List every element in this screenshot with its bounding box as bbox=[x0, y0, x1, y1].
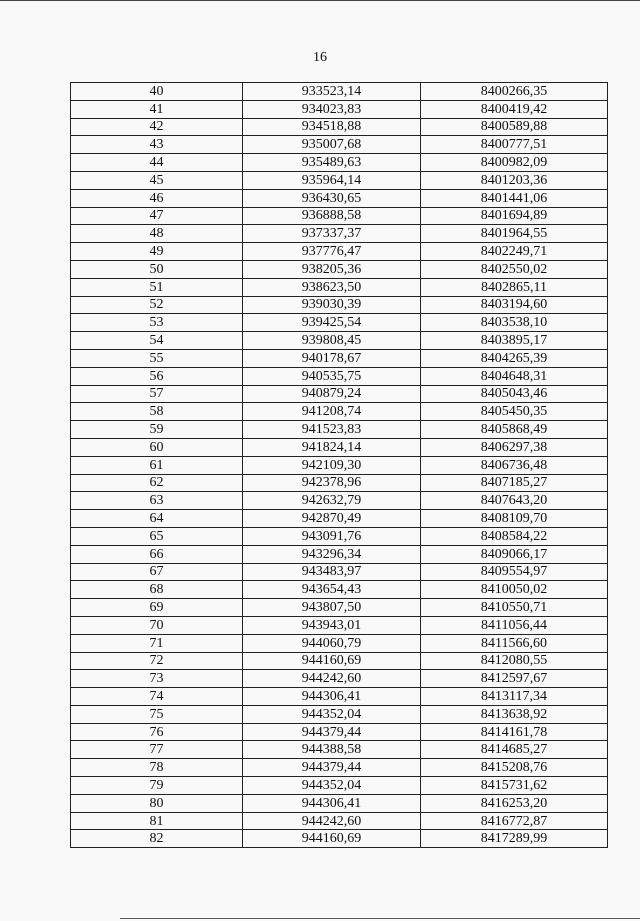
coordinate-x-cell: 940178,67 bbox=[243, 349, 421, 367]
table-row bbox=[71, 652, 608, 670]
coordinate-y-cell: 8403538,10 bbox=[421, 314, 608, 332]
point-number-cell: 51 bbox=[71, 278, 243, 296]
point-number-cell: 64 bbox=[71, 510, 243, 528]
coordinate-x-cell: 944388,58 bbox=[243, 741, 421, 759]
coordinate-x-cell: 940535,75 bbox=[243, 367, 421, 385]
table-row bbox=[71, 705, 608, 723]
coordinate-y-cell: 8409066,17 bbox=[421, 545, 608, 563]
table-row bbox=[71, 634, 608, 652]
point-number-cell: 73 bbox=[71, 670, 243, 688]
coordinate-x-cell: 942632,79 bbox=[243, 492, 421, 510]
coordinate-x-cell: 943091,76 bbox=[243, 527, 421, 545]
coordinate-y-cell: 8413638,92 bbox=[421, 705, 608, 723]
table-row bbox=[71, 367, 608, 385]
table-row bbox=[71, 581, 608, 599]
table-row bbox=[71, 225, 608, 243]
coordinates-table bbox=[70, 82, 608, 848]
coordinate-x-cell: 944242,60 bbox=[243, 812, 421, 830]
coordinate-x-cell: 934518,88 bbox=[243, 118, 421, 136]
point-number-cell: 46 bbox=[71, 189, 243, 207]
point-number-cell: 57 bbox=[71, 385, 243, 403]
point-number-cell: 80 bbox=[71, 794, 243, 812]
coordinate-y-cell: 8416772,87 bbox=[421, 812, 608, 830]
table-row bbox=[71, 118, 608, 136]
coordinate-y-cell: 8417289,99 bbox=[421, 830, 608, 848]
coordinate-x-cell: 935489,63 bbox=[243, 154, 421, 172]
point-number-cell: 78 bbox=[71, 759, 243, 777]
table-row bbox=[71, 171, 608, 189]
coordinate-y-cell: 8408109,70 bbox=[421, 510, 608, 528]
point-number-cell: 41 bbox=[71, 100, 243, 118]
point-number-cell: 56 bbox=[71, 367, 243, 385]
coordinate-y-cell: 8401694,89 bbox=[421, 207, 608, 225]
point-number-cell: 49 bbox=[71, 243, 243, 261]
table-row bbox=[71, 474, 608, 492]
table-row bbox=[71, 243, 608, 261]
table-row bbox=[71, 296, 608, 314]
table-row bbox=[71, 83, 608, 101]
coordinate-x-cell: 944160,69 bbox=[243, 652, 421, 670]
coordinate-y-cell: 8400589,88 bbox=[421, 118, 608, 136]
point-number-cell: 67 bbox=[71, 563, 243, 581]
coordinate-y-cell: 8410050,02 bbox=[421, 581, 608, 599]
point-number-cell: 43 bbox=[71, 136, 243, 154]
coordinate-y-cell: 8415731,62 bbox=[421, 777, 608, 795]
coordinate-x-cell: 944306,41 bbox=[243, 794, 421, 812]
coordinate-y-cell: 8405868,49 bbox=[421, 421, 608, 439]
point-number-cell: 59 bbox=[71, 421, 243, 439]
coordinate-y-cell: 8410550,71 bbox=[421, 599, 608, 617]
point-number-cell: 74 bbox=[71, 688, 243, 706]
coordinate-x-cell: 938623,50 bbox=[243, 278, 421, 296]
point-number-cell: 72 bbox=[71, 652, 243, 670]
coordinate-y-cell: 8413117,34 bbox=[421, 688, 608, 706]
coordinate-x-cell: 935007,68 bbox=[243, 136, 421, 154]
point-number-cell: 63 bbox=[71, 492, 243, 510]
coordinate-x-cell: 943654,43 bbox=[243, 581, 421, 599]
coordinate-x-cell: 937337,37 bbox=[243, 225, 421, 243]
coordinate-y-cell: 8412080,55 bbox=[421, 652, 608, 670]
coordinate-y-cell: 8406736,48 bbox=[421, 456, 608, 474]
coordinate-x-cell: 933523,14 bbox=[243, 83, 421, 101]
table-row bbox=[71, 385, 608, 403]
coordinate-x-cell: 939425,54 bbox=[243, 314, 421, 332]
coordinate-x-cell: 934023,83 bbox=[243, 100, 421, 118]
table-row bbox=[71, 100, 608, 118]
coordinate-y-cell: 8400777,51 bbox=[421, 136, 608, 154]
point-number-cell: 48 bbox=[71, 225, 243, 243]
point-number-cell: 79 bbox=[71, 777, 243, 795]
coordinate-y-cell: 8404648,31 bbox=[421, 367, 608, 385]
point-number-cell: 81 bbox=[71, 812, 243, 830]
point-number-cell: 52 bbox=[71, 296, 243, 314]
table-row bbox=[71, 812, 608, 830]
point-number-cell: 60 bbox=[71, 438, 243, 456]
table-row bbox=[71, 830, 608, 848]
coordinate-y-cell: 8416253,20 bbox=[421, 794, 608, 812]
page-number: 16 bbox=[313, 50, 327, 65]
point-number-cell: 45 bbox=[71, 171, 243, 189]
point-number-cell: 61 bbox=[71, 456, 243, 474]
coordinate-x-cell: 942870,49 bbox=[243, 510, 421, 528]
point-number-cell: 54 bbox=[71, 332, 243, 350]
point-number-cell: 70 bbox=[71, 616, 243, 634]
coordinate-x-cell: 943943,01 bbox=[243, 616, 421, 634]
coordinate-x-cell: 944306,41 bbox=[243, 688, 421, 706]
table-row bbox=[71, 456, 608, 474]
coordinate-y-cell: 8411056,44 bbox=[421, 616, 608, 634]
coordinate-y-cell: 8406297,38 bbox=[421, 438, 608, 456]
table-row bbox=[71, 332, 608, 350]
coordinate-x-cell: 939030,39 bbox=[243, 296, 421, 314]
coordinate-y-cell: 8407643,20 bbox=[421, 492, 608, 510]
coordinate-x-cell: 944379,44 bbox=[243, 759, 421, 777]
coordinate-y-cell: 8407185,27 bbox=[421, 474, 608, 492]
point-number-cell: 69 bbox=[71, 599, 243, 617]
table-row bbox=[71, 349, 608, 367]
coordinate-x-cell: 944352,04 bbox=[243, 705, 421, 723]
coordinate-x-cell: 936430,65 bbox=[243, 189, 421, 207]
scan-edge-top bbox=[0, 0, 640, 1]
coordinate-x-cell: 941824,14 bbox=[243, 438, 421, 456]
table-row bbox=[71, 794, 608, 812]
table-row bbox=[71, 403, 608, 421]
scan-edge-bottom bbox=[120, 918, 640, 919]
coordinate-y-cell: 8400266,35 bbox=[421, 83, 608, 101]
coordinate-y-cell: 8401441,06 bbox=[421, 189, 608, 207]
table-row bbox=[71, 670, 608, 688]
coordinate-y-cell: 8405043,46 bbox=[421, 385, 608, 403]
coordinate-y-cell: 8401203,36 bbox=[421, 171, 608, 189]
table-row bbox=[71, 723, 608, 741]
coordinate-y-cell: 8415208,76 bbox=[421, 759, 608, 777]
point-number-cell: 42 bbox=[71, 118, 243, 136]
point-number-cell: 65 bbox=[71, 527, 243, 545]
coordinate-x-cell: 935964,14 bbox=[243, 171, 421, 189]
coordinate-y-cell: 8402249,71 bbox=[421, 243, 608, 261]
table-row bbox=[71, 599, 608, 617]
coordinate-x-cell: 938205,36 bbox=[243, 260, 421, 278]
point-number-cell: 44 bbox=[71, 154, 243, 172]
coordinate-x-cell: 941208,74 bbox=[243, 403, 421, 421]
coordinate-y-cell: 8411566,60 bbox=[421, 634, 608, 652]
point-number-cell: 50 bbox=[71, 260, 243, 278]
coordinate-x-cell: 944060,79 bbox=[243, 634, 421, 652]
point-number-cell: 66 bbox=[71, 545, 243, 563]
coordinate-x-cell: 939808,45 bbox=[243, 332, 421, 350]
point-number-cell: 77 bbox=[71, 741, 243, 759]
table-row bbox=[71, 492, 608, 510]
table-row bbox=[71, 616, 608, 634]
table-row bbox=[71, 510, 608, 528]
table-row bbox=[71, 688, 608, 706]
point-number-cell: 47 bbox=[71, 207, 243, 225]
point-number-cell: 40 bbox=[71, 83, 243, 101]
coordinate-y-cell: 8402550,02 bbox=[421, 260, 608, 278]
point-number-cell: 58 bbox=[71, 403, 243, 421]
coordinate-y-cell: 8408584,22 bbox=[421, 527, 608, 545]
coordinate-x-cell: 942378,96 bbox=[243, 474, 421, 492]
coordinate-y-cell: 8402865,11 bbox=[421, 278, 608, 296]
coordinate-x-cell: 943483,97 bbox=[243, 563, 421, 581]
table-row bbox=[71, 527, 608, 545]
table-row bbox=[71, 563, 608, 581]
coordinate-x-cell: 944160,69 bbox=[243, 830, 421, 848]
coordinate-y-cell: 8414161,78 bbox=[421, 723, 608, 741]
table-row bbox=[71, 260, 608, 278]
table-row bbox=[71, 154, 608, 172]
coordinate-x-cell: 937776,47 bbox=[243, 243, 421, 261]
point-number-cell: 68 bbox=[71, 581, 243, 599]
coordinate-y-cell: 8405450,35 bbox=[421, 403, 608, 421]
coordinate-y-cell: 8403194,60 bbox=[421, 296, 608, 314]
coordinate-y-cell: 8400419,42 bbox=[421, 100, 608, 118]
table-row bbox=[71, 421, 608, 439]
coordinate-x-cell: 944379,44 bbox=[243, 723, 421, 741]
coordinate-x-cell: 944242,60 bbox=[243, 670, 421, 688]
table-row bbox=[71, 777, 608, 795]
coordinate-y-cell: 8404265,39 bbox=[421, 349, 608, 367]
point-number-cell: 76 bbox=[71, 723, 243, 741]
coordinate-x-cell: 940879,24 bbox=[243, 385, 421, 403]
coordinate-y-cell: 8403895,17 bbox=[421, 332, 608, 350]
table-row bbox=[71, 136, 608, 154]
table-row bbox=[71, 189, 608, 207]
table-row bbox=[71, 278, 608, 296]
coordinates-table-body bbox=[71, 83, 608, 848]
table-row bbox=[71, 207, 608, 225]
coordinate-y-cell: 8409554,97 bbox=[421, 563, 608, 581]
coordinate-x-cell: 941523,83 bbox=[243, 421, 421, 439]
coordinate-y-cell: 8400982,09 bbox=[421, 154, 608, 172]
point-number-cell: 53 bbox=[71, 314, 243, 332]
point-number-cell: 55 bbox=[71, 349, 243, 367]
table-row bbox=[71, 545, 608, 563]
point-number-cell: 82 bbox=[71, 830, 243, 848]
coordinate-x-cell: 944352,04 bbox=[243, 777, 421, 795]
table-row bbox=[71, 759, 608, 777]
point-number-cell: 75 bbox=[71, 705, 243, 723]
table-row bbox=[71, 741, 608, 759]
coordinate-x-cell: 943807,50 bbox=[243, 599, 421, 617]
coordinate-y-cell: 8401964,55 bbox=[421, 225, 608, 243]
point-number-cell: 71 bbox=[71, 634, 243, 652]
table-row bbox=[71, 314, 608, 332]
coordinate-x-cell: 942109,30 bbox=[243, 456, 421, 474]
coordinate-x-cell: 943296,34 bbox=[243, 545, 421, 563]
point-number-cell: 62 bbox=[71, 474, 243, 492]
coordinate-y-cell: 8414685,27 bbox=[421, 741, 608, 759]
table-row bbox=[71, 438, 608, 456]
coordinate-x-cell: 936888,58 bbox=[243, 207, 421, 225]
coordinate-y-cell: 8412597,67 bbox=[421, 670, 608, 688]
